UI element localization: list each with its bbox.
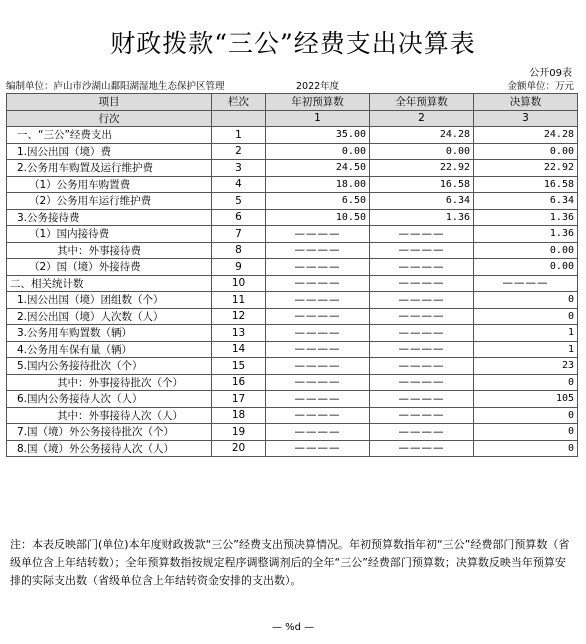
annual-budget-cell: ———— bbox=[370, 374, 474, 391]
row-label: （1）国内接待费 bbox=[7, 226, 212, 243]
final-account-cell: 0.00 bbox=[474, 259, 578, 276]
initial-budget-cell: ———— bbox=[266, 259, 370, 276]
row-label: 2.因公出国（境）人次数（人） bbox=[7, 308, 212, 325]
initial-budget-cell: ———— bbox=[266, 374, 370, 391]
subheader-row-label: 行次 bbox=[7, 110, 212, 127]
table-row bbox=[7, 127, 578, 144]
table-row bbox=[7, 275, 578, 292]
final-account-cell: 0.00 bbox=[474, 242, 578, 259]
table-row bbox=[7, 325, 578, 342]
initial-budget-cell: ———— bbox=[266, 242, 370, 259]
reporting-unit: 编制单位：庐山市沙湖山鄱阳湖湿地生态保护区管理 bbox=[6, 81, 225, 92]
final-account-cell: 6.34 bbox=[474, 193, 578, 210]
initial-budget-cell: ———— bbox=[266, 292, 370, 309]
table-row bbox=[7, 226, 578, 243]
annual-budget-cell: ———— bbox=[370, 259, 474, 276]
table-row bbox=[7, 358, 578, 375]
table-row bbox=[7, 341, 578, 358]
table-row bbox=[7, 160, 578, 177]
table-row bbox=[7, 292, 578, 309]
subheader-col2: 2 bbox=[370, 110, 474, 127]
row-label: （2）公务用车运行维护费 bbox=[7, 193, 212, 210]
header-item: 项目 bbox=[7, 94, 212, 111]
table-row bbox=[7, 391, 578, 408]
row-index: 2 bbox=[212, 143, 266, 160]
table-subheader-row bbox=[7, 110, 578, 127]
annual-budget-cell: 24.28 bbox=[370, 127, 474, 144]
annual-budget-cell: ———— bbox=[370, 440, 474, 457]
row-index: 16 bbox=[212, 374, 266, 391]
annual-budget-cell: ———— bbox=[370, 275, 474, 292]
initial-budget-cell: 10.50 bbox=[266, 209, 370, 226]
annual-budget-cell: ———— bbox=[370, 407, 474, 424]
annual-budget-cell: ———— bbox=[370, 358, 474, 375]
expense-table bbox=[6, 93, 578, 457]
table-row bbox=[7, 424, 578, 441]
row-index: 11 bbox=[212, 292, 266, 309]
table-row bbox=[7, 374, 578, 391]
final-account-cell: 0 bbox=[474, 308, 578, 325]
initial-budget-cell: ———— bbox=[266, 424, 370, 441]
row-index: 18 bbox=[212, 407, 266, 424]
initial-budget-cell: ———— bbox=[266, 325, 370, 342]
header-final-account: 决算数 bbox=[474, 94, 578, 111]
table-header-row bbox=[7, 94, 578, 111]
row-index: 12 bbox=[212, 308, 266, 325]
final-account-cell: 1.36 bbox=[474, 209, 578, 226]
page-number: — %d — bbox=[271, 622, 315, 633]
annual-budget-cell: ———— bbox=[370, 341, 474, 358]
row-index: 13 bbox=[212, 325, 266, 342]
table-row bbox=[7, 209, 578, 226]
final-account-cell: 0 bbox=[474, 292, 578, 309]
final-account-cell: 1 bbox=[474, 325, 578, 342]
initial-budget-cell: 6.50 bbox=[266, 193, 370, 210]
row-label: 6.国内公务接待人次（人） bbox=[7, 391, 212, 408]
annual-budget-cell: ———— bbox=[370, 308, 474, 325]
initial-budget-cell: 0.00 bbox=[266, 143, 370, 160]
row-index: 8 bbox=[212, 242, 266, 259]
initial-budget-cell: ———— bbox=[266, 407, 370, 424]
annual-budget-cell: ———— bbox=[370, 242, 474, 259]
row-index: 5 bbox=[212, 193, 266, 210]
annual-budget-cell: 6.34 bbox=[370, 193, 474, 210]
row-index: 7 bbox=[212, 226, 266, 243]
annual-budget-cell: ———— bbox=[370, 325, 474, 342]
amount-unit: 金额单位：万元 bbox=[507, 81, 574, 92]
final-account-cell: 23 bbox=[474, 358, 578, 375]
final-account-cell: 1.36 bbox=[474, 226, 578, 243]
initial-budget-cell: 24.50 bbox=[266, 160, 370, 177]
row-index: 10 bbox=[212, 275, 266, 292]
table-row bbox=[7, 242, 578, 259]
final-account-cell: ———— bbox=[474, 275, 578, 292]
header-initial-budget: 年初预算数 bbox=[266, 94, 370, 111]
row-index: 15 bbox=[212, 358, 266, 375]
subheader-col1: 1 bbox=[266, 110, 370, 127]
page-title: 财政拨款“三公”经费支出决算表 bbox=[110, 29, 476, 58]
annual-budget-cell: 22.92 bbox=[370, 160, 474, 177]
final-account-cell: 105 bbox=[474, 391, 578, 408]
row-label: 其中：外事接待批次（个） bbox=[7, 374, 212, 391]
row-index: 1 bbox=[212, 127, 266, 144]
row-index: 3 bbox=[212, 160, 266, 177]
final-account-cell: 0.00 bbox=[474, 143, 578, 160]
initial-budget-cell: ———— bbox=[266, 358, 370, 375]
row-label: 5.国内公务接待批次（个） bbox=[7, 358, 212, 375]
initial-budget-cell: ———— bbox=[266, 440, 370, 457]
initial-budget-cell: ———— bbox=[266, 308, 370, 325]
row-label: 1.因公出国（境）团组数（个） bbox=[7, 292, 212, 309]
row-label: 二、相关统计数 bbox=[7, 275, 212, 292]
row-index: 17 bbox=[212, 391, 266, 408]
table-row bbox=[7, 308, 578, 325]
row-label: 一、“三公”经费支出 bbox=[7, 127, 212, 144]
row-index: 14 bbox=[212, 341, 266, 358]
annual-budget-cell: ———— bbox=[370, 424, 474, 441]
annual-budget-cell: 1.36 bbox=[370, 209, 474, 226]
row-label: 4.公务用车保有量（辆） bbox=[7, 341, 212, 358]
initial-budget-cell: ———— bbox=[266, 391, 370, 408]
table-row bbox=[7, 407, 578, 424]
fiscal-year: 2022年度 bbox=[296, 81, 340, 92]
row-label: 7.国（境）外公务接待批次（个） bbox=[7, 424, 212, 441]
table-row bbox=[7, 259, 578, 276]
final-account-cell: 0 bbox=[474, 424, 578, 441]
row-label: （2）国（境）外接待费 bbox=[7, 259, 212, 276]
row-label: 3.公务用车购置数（辆） bbox=[7, 325, 212, 342]
header-index: 栏次 bbox=[212, 94, 266, 111]
final-account-cell: 16.58 bbox=[474, 176, 578, 193]
final-account-cell: 22.92 bbox=[474, 160, 578, 177]
row-label: 其中：外事接待人次（人） bbox=[7, 407, 212, 424]
table-row bbox=[7, 176, 578, 193]
table-row bbox=[7, 143, 578, 160]
final-account-cell: 0 bbox=[474, 374, 578, 391]
row-label: 2.公务用车购置及运行维护费 bbox=[7, 160, 212, 177]
final-account-cell: 0 bbox=[474, 440, 578, 457]
initial-budget-cell: ———— bbox=[266, 275, 370, 292]
form-number: 公开09表 bbox=[529, 68, 572, 79]
subheader-col3: 3 bbox=[474, 110, 578, 127]
row-label: 其中：外事接待费 bbox=[7, 242, 212, 259]
header-annual-budget: 全年预算数 bbox=[370, 94, 474, 111]
table-row bbox=[7, 440, 578, 457]
initial-budget-cell: 18.00 bbox=[266, 176, 370, 193]
row-index: 19 bbox=[212, 424, 266, 441]
initial-budget-cell: ———— bbox=[266, 341, 370, 358]
final-account-cell: 1 bbox=[474, 341, 578, 358]
subheader-blank bbox=[212, 110, 266, 127]
row-label: （1）公务用车购置费 bbox=[7, 176, 212, 193]
row-index: 9 bbox=[212, 259, 266, 276]
initial-budget-cell: 35.00 bbox=[266, 127, 370, 144]
annual-budget-cell: ———— bbox=[370, 292, 474, 309]
footnote: 注：本表反映部门(单位)本年度财政拨款“三公”经费支出预决算情况。年初预算数指年初“三公”经费部门预算数（省级单位含上年结转数）；全年预算数指按规定程序调整调剂后的全年“三公”经费部门预算数；决算数反映当年预算安排的实际支出数（省级单位含上年结转资金安排的支出数）。 bbox=[10, 538, 570, 587]
annual-budget-cell: ———— bbox=[370, 391, 474, 408]
final-account-cell: 0 bbox=[474, 407, 578, 424]
row-index: 20 bbox=[212, 440, 266, 457]
row-label: 3.公务接待费 bbox=[7, 209, 212, 226]
annual-budget-cell: ———— bbox=[370, 226, 474, 243]
annual-budget-cell: 0.00 bbox=[370, 143, 474, 160]
annual-budget-cell: 16.58 bbox=[370, 176, 474, 193]
initial-budget-cell: ———— bbox=[266, 226, 370, 243]
row-label: 1.因公出国（境）费 bbox=[7, 143, 212, 160]
row-index: 4 bbox=[212, 176, 266, 193]
final-account-cell: 24.28 bbox=[474, 127, 578, 144]
table-row bbox=[7, 193, 578, 210]
row-index: 6 bbox=[212, 209, 266, 226]
row-label: 8.国（境）外公务接待人次（人） bbox=[7, 440, 212, 457]
